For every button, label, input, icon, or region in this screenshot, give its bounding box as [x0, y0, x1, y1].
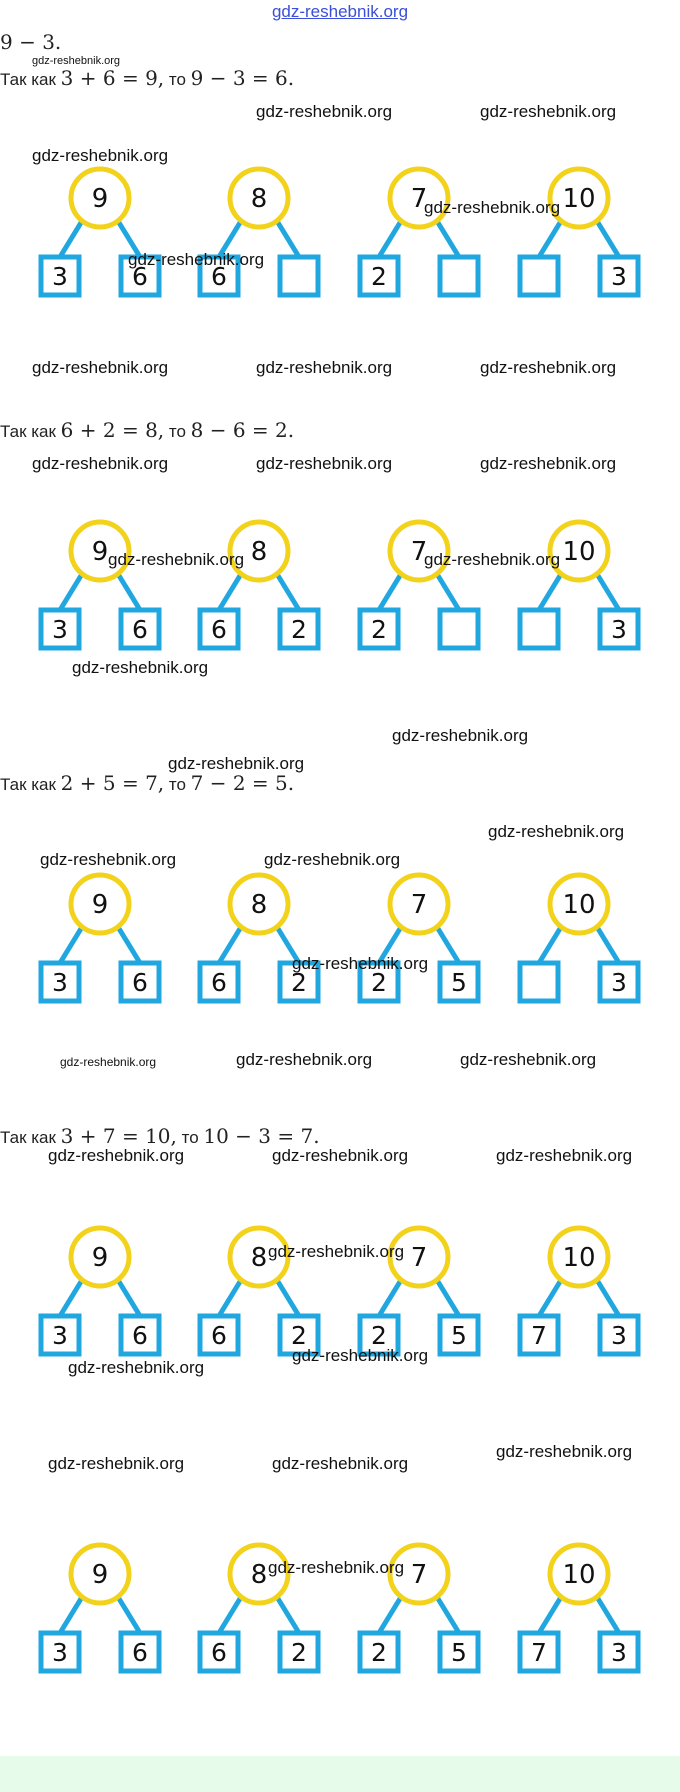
part-left-value: 6 — [211, 1321, 227, 1350]
watermark: gdz-reshebnik.org — [68, 1358, 205, 1377]
part-left-value: 6 — [211, 968, 227, 997]
part-right-value: 3 — [611, 1638, 627, 1667]
explanation-conjunction: то — [164, 775, 191, 794]
tree-branch-right — [118, 1597, 140, 1633]
part-left-value: 6 — [211, 1638, 227, 1667]
explanation-line-1 — [0, 66, 294, 90]
part-right-value: 2 — [291, 968, 307, 997]
watermark: gdz-reshebnik.org — [32, 146, 169, 165]
part-left-value: 3 — [52, 262, 68, 291]
tree-branch-right — [597, 927, 619, 963]
part-right-value: 6 — [132, 1321, 148, 1350]
whole-number-value: 7 — [410, 1243, 428, 1273]
tree-branch-left — [60, 1597, 82, 1633]
number-tree-svg — [0, 866, 680, 1016]
part-right-value: 3 — [611, 615, 627, 644]
number-tree-diagram-3 — [0, 866, 680, 1016]
number-tree — [41, 1545, 159, 1671]
site-link[interactable]: gdz-reshebnik.org — [271, 2, 409, 21]
tree-branch-left — [539, 221, 561, 257]
whole-number-value: 10 — [562, 184, 596, 214]
number-tree — [200, 522, 318, 648]
sum-expression: 2 + 5 = 7, — [60, 771, 165, 795]
watermark: gdz-reshebnik.org — [488, 822, 625, 841]
whole-number-value: 8 — [250, 1560, 268, 1590]
explanation-prefix: Так как — [0, 422, 61, 441]
part-right-value: 5 — [451, 1321, 467, 1350]
part-right-value: 5 — [451, 1638, 467, 1667]
whole-number-value: 10 — [562, 1243, 596, 1273]
part-left-box — [520, 610, 558, 648]
number-tree-diagram-2 — [0, 513, 680, 663]
part-left-value: 3 — [52, 968, 68, 997]
difference-expression: 10 − 3 = 7. — [203, 1124, 320, 1148]
tree-branch-left — [539, 1597, 561, 1633]
watermark: gdz-reshebnik.org — [480, 358, 617, 377]
tree-branch-left — [60, 1280, 82, 1316]
part-left-value: 2 — [371, 968, 387, 997]
whole-number-value: 10 — [562, 537, 596, 567]
tree-branch-right — [437, 927, 459, 963]
tree-branch-right — [118, 1280, 140, 1316]
watermark: gdz-reshebnik.org — [40, 850, 177, 869]
tree-branch-left — [539, 927, 561, 963]
explanation-conjunction: то — [176, 1128, 204, 1147]
tree-branch-left — [219, 927, 241, 963]
watermark: gdz-reshebnik.org — [268, 1242, 405, 1261]
watermark: gdz-reshebnik.org — [292, 1346, 429, 1365]
watermark: gdz-reshebnik.org — [272, 1454, 409, 1473]
watermark: gdz-reshebnik.org — [268, 1558, 405, 1577]
watermark: gdz-reshebnik.org — [128, 250, 265, 269]
difference-expression: 7 − 2 = 5. — [190, 771, 295, 795]
difference-expression: 9 − 3 = 6. — [190, 66, 295, 90]
watermark: gdz-reshebnik.org — [424, 198, 561, 217]
whole-number-value: 8 — [250, 1243, 268, 1273]
explanation-conjunction: то — [164, 70, 191, 89]
part-right-value: 6 — [132, 968, 148, 997]
whole-number-value: 7 — [410, 890, 428, 920]
whole-number-value: 8 — [250, 537, 268, 567]
difference-expression: 8 − 6 = 2. — [190, 418, 295, 442]
watermark: gdz-reshebnik.org — [32, 55, 121, 67]
tree-branch-left — [539, 1280, 561, 1316]
number-tree — [41, 169, 159, 295]
part-left-value: 2 — [371, 262, 387, 291]
tree-branch-left — [60, 221, 82, 257]
part-right-value: 3 — [611, 968, 627, 997]
tree-branch-right — [118, 574, 140, 610]
part-left-value: 6 — [211, 615, 227, 644]
tree-branch-right — [277, 1280, 299, 1316]
watermark: gdz-reshebnik.org — [168, 754, 305, 773]
part-left-value: 2 — [371, 1321, 387, 1350]
watermark: gdz-reshebnik.org — [292, 954, 429, 973]
tree-branch-left — [219, 1597, 241, 1633]
watermark: gdz-reshebnik.org — [496, 1442, 633, 1461]
number-tree-svg — [0, 513, 680, 663]
watermark: gdz-reshebnik.org — [480, 102, 617, 121]
whole-number-value: 7 — [410, 537, 428, 567]
watermark: gdz-reshebnik.org — [236, 1050, 373, 1069]
tree-branch-left — [379, 221, 401, 257]
tree-branch-right — [277, 574, 299, 610]
tree-branch-right — [437, 574, 459, 610]
tree-branch-right — [597, 1597, 619, 1633]
number-tree — [520, 522, 638, 648]
number-tree-svg — [0, 160, 680, 310]
tree-branch-left — [219, 574, 241, 610]
tree-branch-left — [379, 1597, 401, 1633]
number-tree — [200, 875, 318, 1001]
part-right-box — [280, 257, 318, 295]
watermark: gdz-reshebnik.org — [392, 726, 529, 745]
whole-number-value: 8 — [250, 890, 268, 920]
number-tree — [41, 1228, 159, 1354]
part-right-value: 3 — [611, 1321, 627, 1350]
watermark: gdz-reshebnik.org — [496, 1146, 633, 1165]
watermark: gdz-reshebnik.org — [32, 454, 169, 473]
number-tree — [520, 1228, 638, 1354]
watermark: gdz-reshebnik.org — [460, 1050, 597, 1069]
tree-branch-right — [597, 221, 619, 257]
whole-number-value: 10 — [562, 890, 596, 920]
watermark: gdz-reshebnik.org — [32, 358, 169, 377]
tree-branch-right — [597, 574, 619, 610]
number-tree — [520, 1545, 638, 1671]
number-tree — [520, 169, 638, 295]
whole-number-value: 7 — [410, 184, 428, 214]
part-right-box — [440, 610, 478, 648]
watermark: gdz-reshebnik.org — [48, 1454, 185, 1473]
watermark: gdz-reshebnik.org — [256, 102, 393, 121]
explanation-line-4 — [0, 1124, 320, 1148]
explanation-prefix: Так как — [0, 1128, 61, 1147]
tree-branch-right — [437, 1280, 459, 1316]
watermark: gdz-reshebnik.org — [272, 1146, 409, 1165]
part-left-value: 2 — [371, 615, 387, 644]
tree-branch-left — [379, 574, 401, 610]
number-tree — [200, 169, 318, 295]
whole-number-value: 9 — [91, 1243, 109, 1273]
explanation-prefix: Так как — [0, 775, 61, 794]
tree-branch-left — [60, 574, 82, 610]
sum-expression: 3 + 7 = 10, — [60, 1124, 177, 1148]
part-right-value: 2 — [291, 1321, 307, 1350]
number-tree-diagram-1 — [0, 160, 680, 310]
part-left-value: 2 — [371, 1638, 387, 1667]
part-right-value: 2 — [291, 1638, 307, 1667]
whole-number-value: 8 — [250, 184, 268, 214]
whole-number-value: 9 — [91, 537, 109, 567]
tree-branch-right — [437, 1597, 459, 1633]
explanation-conjunction: то — [164, 422, 191, 441]
whole-number-value: 9 — [91, 184, 109, 214]
footer-band — [0, 1756, 680, 1792]
part-left-value: 7 — [531, 1638, 547, 1667]
watermark: gdz-reshebnik.org — [480, 454, 617, 473]
watermark: gdz-reshebnik.org — [256, 358, 393, 377]
tree-branch-left — [379, 1280, 401, 1316]
tree-branch-right — [437, 221, 459, 257]
part-right-value: 2 — [291, 615, 307, 644]
part-left-value: 6 — [211, 262, 227, 291]
part-left-value: 3 — [52, 1321, 68, 1350]
whole-number-value: 9 — [91, 890, 109, 920]
part-left-value: 7 — [531, 1321, 547, 1350]
watermark: gdz-reshebnik.org — [256, 454, 393, 473]
watermark: gdz-reshebnik.org — [108, 550, 245, 569]
part-left-value: 3 — [52, 615, 68, 644]
whole-number-value: 7 — [410, 1560, 428, 1590]
watermark: gdz-reshebnik.org — [424, 550, 561, 569]
number-tree — [41, 875, 159, 1001]
tree-branch-right — [597, 1280, 619, 1316]
part-right-value: 3 — [611, 262, 627, 291]
watermark: gdz-reshebnik.org — [72, 658, 209, 677]
part-left-value: 3 — [52, 1638, 68, 1667]
number-tree — [360, 522, 478, 648]
number-tree — [41, 522, 159, 648]
part-right-box — [440, 257, 478, 295]
part-right-value: 5 — [451, 968, 467, 997]
tree-branch-right — [118, 927, 140, 963]
explanation-prefix: Так как — [0, 70, 61, 89]
part-right-value: 6 — [132, 615, 148, 644]
tree-branch-left — [539, 574, 561, 610]
tree-branch-right — [277, 1597, 299, 1633]
whole-number-value: 9 — [91, 1560, 109, 1590]
whole-number-value: 10 — [562, 1560, 596, 1590]
sum-expression: 6 + 2 = 8, — [60, 418, 165, 442]
watermark: gdz-reshebnik.org — [60, 1055, 157, 1069]
tree-branch-left — [60, 927, 82, 963]
tree-branch-right — [277, 221, 299, 257]
watermark: gdz-reshebnik.org — [264, 850, 401, 869]
watermark: gdz-reshebnik.org — [48, 1146, 185, 1165]
expression-line-0: 9 − 3. — [0, 30, 62, 54]
part-left-box — [520, 257, 558, 295]
part-right-value: 6 — [132, 262, 148, 291]
sum-expression: 3 + 6 = 9, — [60, 66, 165, 90]
explanation-line-3 — [0, 771, 294, 795]
number-tree — [360, 169, 478, 295]
explanation-line-2 — [0, 418, 294, 442]
tree-branch-left — [219, 1280, 241, 1316]
part-right-value: 6 — [132, 1638, 148, 1667]
number-tree — [520, 875, 638, 1001]
part-left-box — [520, 963, 558, 1001]
number-tree — [360, 875, 478, 1001]
